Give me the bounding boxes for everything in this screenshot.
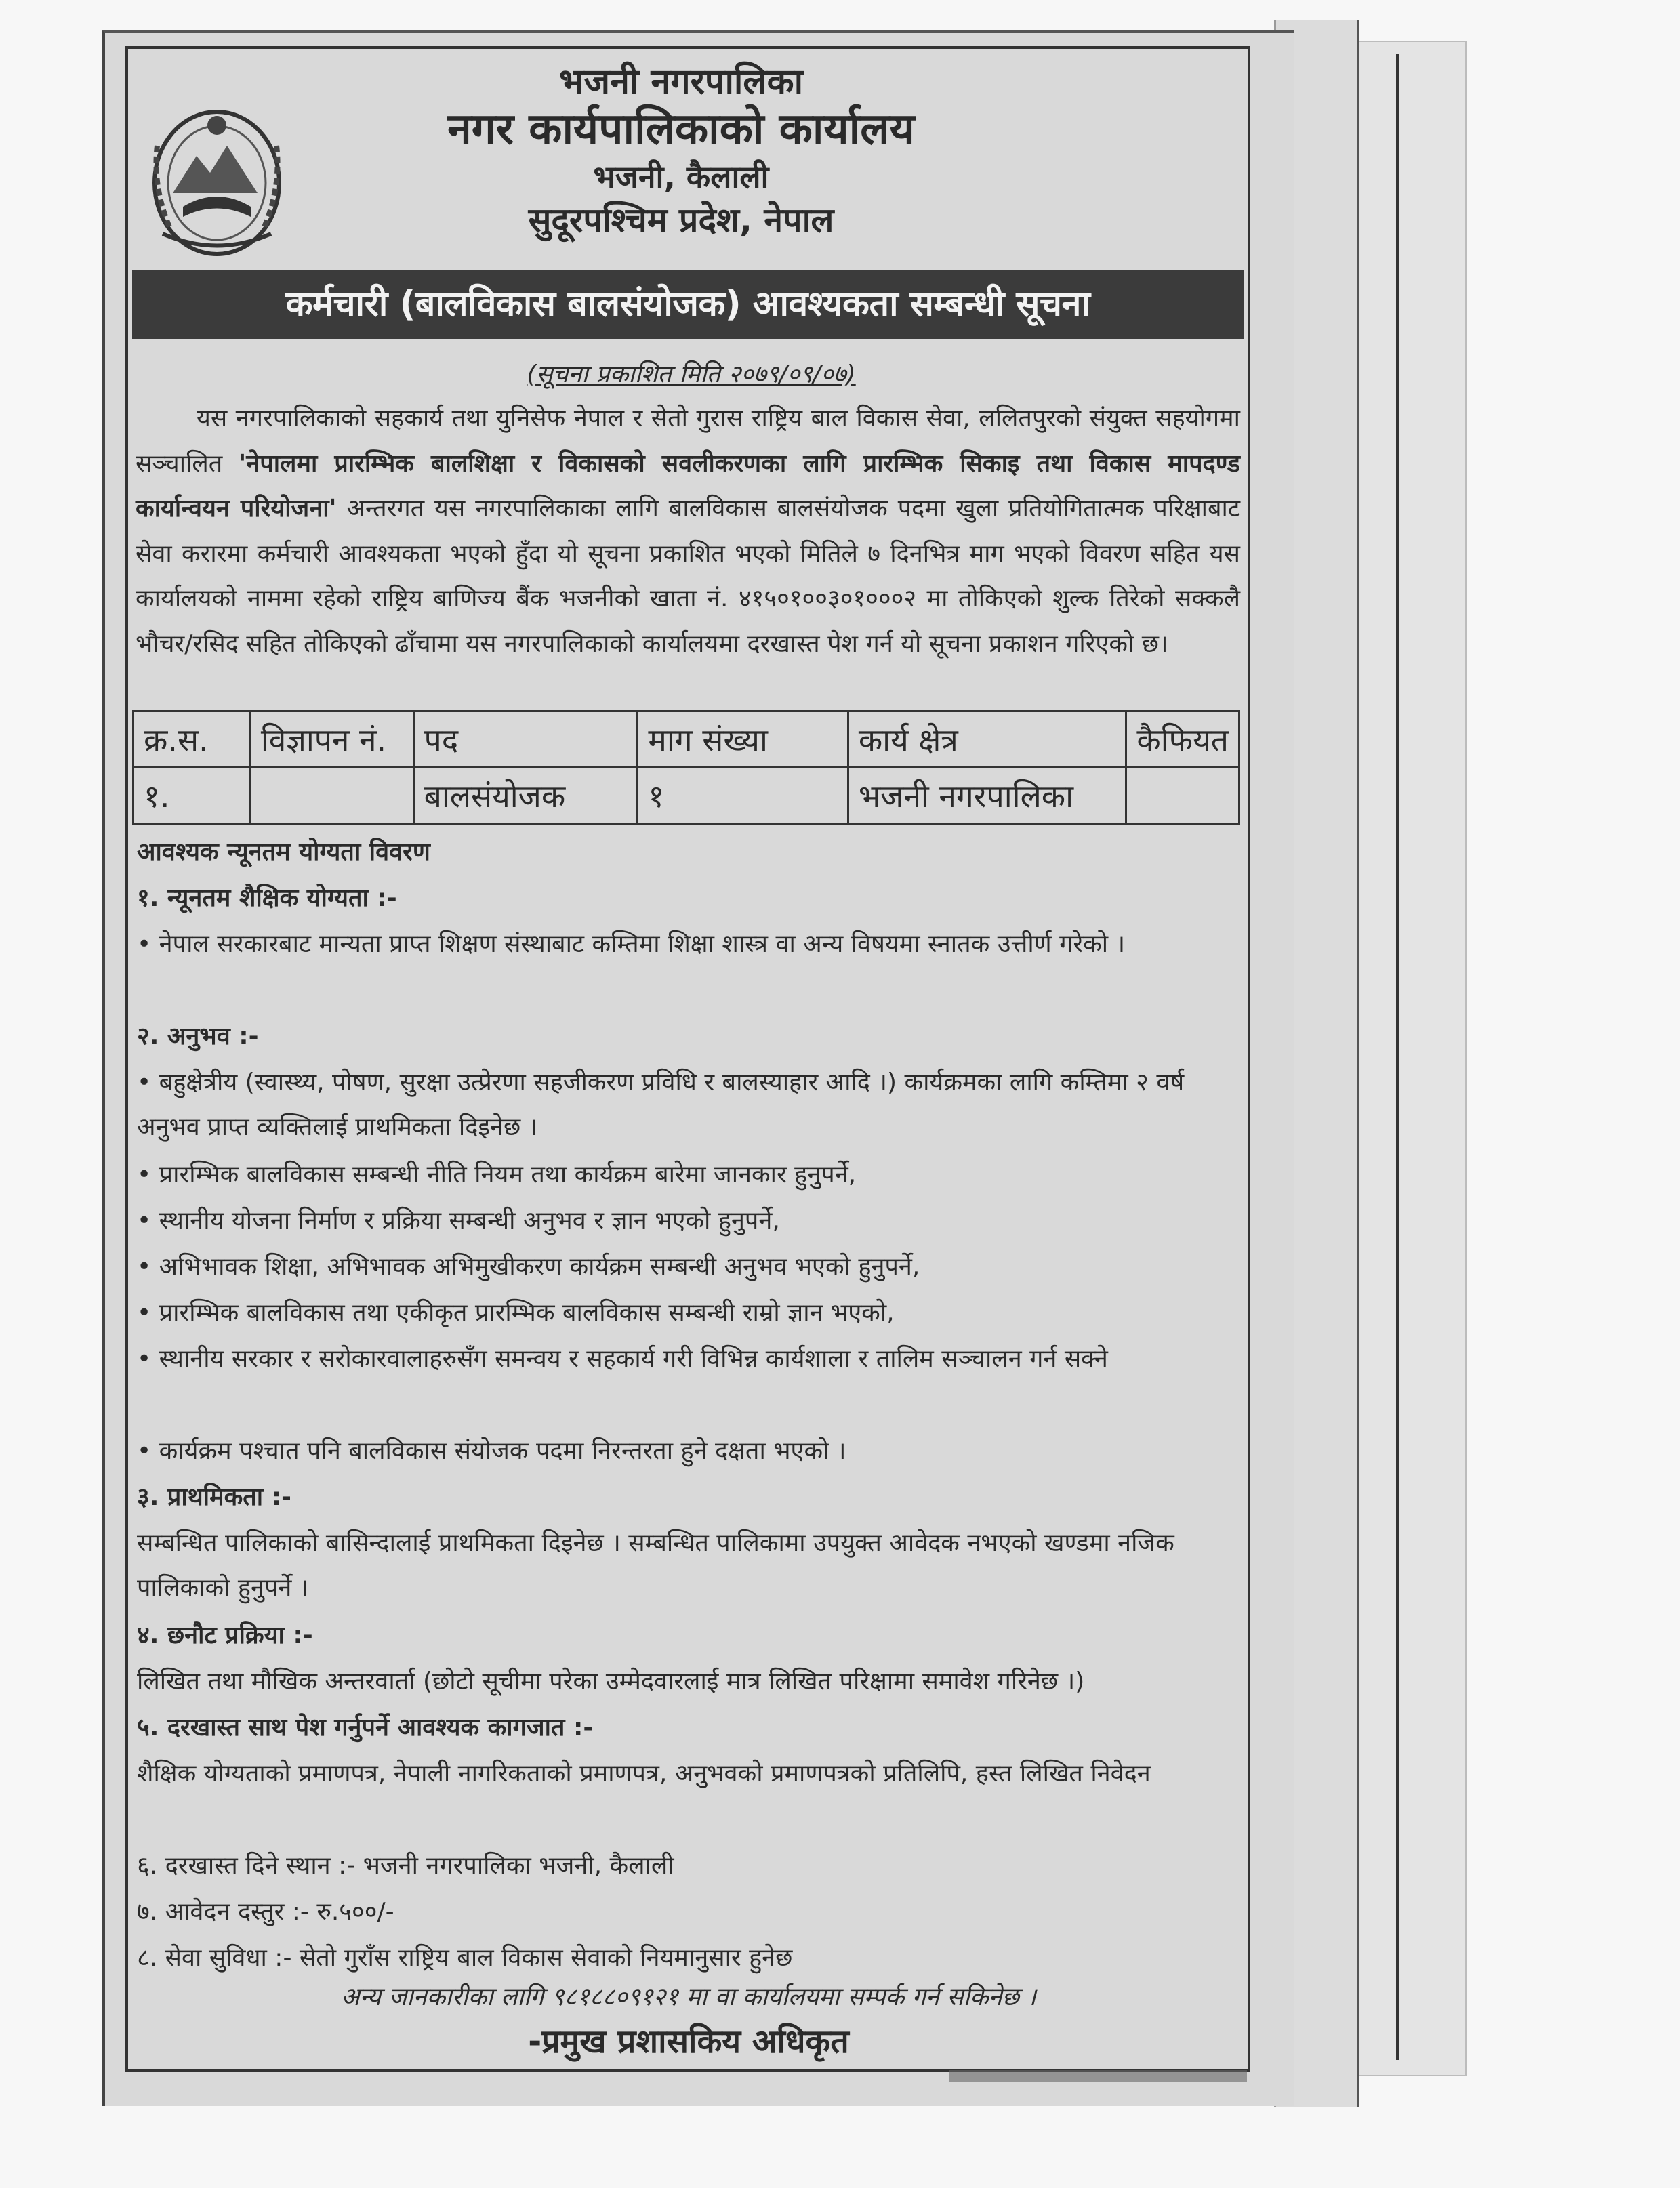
intro-paragraph bbox=[136, 396, 1240, 667]
selection-heading: ४. छनौट प्रक्रिया :- bbox=[137, 1622, 313, 1649]
notice-title: कर्मचारी (बालविकास बालसंयोजक) आवश्यकता सम्बन्धी सूचना bbox=[132, 270, 1244, 339]
documents-heading: ५. दरखास्त साथ पेश गर्नुपर्ने आवश्यक कागजात :- bbox=[137, 1714, 594, 1741]
table-cell bbox=[250, 768, 413, 824]
table-header-cell: कार्य क्षेत्र bbox=[848, 711, 1126, 768]
table-header-cell: क्र.स. bbox=[134, 711, 251, 768]
experience-item: • स्थानीय योजना निर्माण र प्रक्रिया सम्बन्धी अनुभव र ज्ञान भएको हुनुपर्ने, bbox=[137, 1207, 780, 1235]
project-name: 'नेपालमा प्रारम्भिक बालशिक्षा र विकासको सवलीकरणका लागि प्रारम्भिक सिकाइ तथा विकास मापदण्ड कार्यान्वयन परियोजना' bbox=[136, 449, 1240, 522]
table-cell: बालसंयोजक bbox=[413, 768, 638, 824]
province-country: सुदूरपश्चिम प्रदेश, नेपाल bbox=[528, 201, 834, 240]
education-text: • नेपाल सरकारबाट मान्यता प्राप्त शिक्षण संस्थाबाट कम्तिमा शिक्षा शास्त्र वा अन्य विषयमा स्नातक उत्तीर्ण गरेको । bbox=[137, 930, 1126, 958]
table-header-cell: कैफियत bbox=[1126, 711, 1239, 768]
education-heading: १. न्यूनतम शैक्षिक योग्यता :- bbox=[137, 884, 397, 912]
table-cell: भजनी नगरपालिका bbox=[848, 768, 1126, 824]
signer: -प्रमुख प्रशासकिय अधिकृत bbox=[528, 2023, 849, 2061]
office-header bbox=[298, 61, 1064, 243]
torn-bottom-strip bbox=[949, 2070, 1247, 2082]
table-header-row bbox=[134, 711, 1239, 768]
documents-text: शैक्षिक योग्यताको प्रमाणपत्र, नेपाली नागरिकताको प्रमाणपत्र, अनुभवको प्रमाणपत्रको प्रतिलिपि, हस्त लिखित निवेदन bbox=[137, 1760, 1151, 1788]
experience-heading: २. अनुभव :- bbox=[137, 1023, 259, 1050]
municipality-name: भजनी नगरपालिका bbox=[558, 62, 804, 102]
table-header-cell: पद bbox=[413, 711, 638, 768]
published-date: (सूचना प्रकाशित मिति २०७९/०९/०७) bbox=[527, 360, 856, 388]
experience-item: • बहुक्षेत्रीय (स्वास्थ्य, पोषण, सुरक्षा उत्प्रेरणा सहजीकरण प्रविधि र बालस्याहार आदि ।) कार्यक्रमका लागि कम्तिमा २ वर्ष अनुभव प्राप्त व्यक्तिलाई प्राथमिकता दिइनेछ । bbox=[137, 1069, 1185, 1141]
office-name: नगर कार्यपालिकाको कार्यालय bbox=[447, 104, 915, 154]
office-location: भजनी, कैलाली bbox=[593, 159, 769, 195]
table-header-cell: विज्ञापन नं. bbox=[250, 711, 413, 768]
table-cell: १ bbox=[638, 768, 848, 824]
vacancy-table bbox=[132, 710, 1240, 825]
application-place: ६. दरखास्त दिने स्थान :- भजनी नगरपालिका भजनी, कैलाली bbox=[137, 1852, 674, 1880]
table-cell: १. bbox=[134, 768, 251, 824]
selection-text: लिखित तथा मौखिक अन्तरवार्ता (छोटो सूचीमा परेका उम्मेदवारलाई मात्र लिखित परिक्षामा समावेश गरिनेछ ।) bbox=[137, 1668, 1085, 1695]
qualification-heading: आवश्यक न्यूनतम योग्यता विवरण bbox=[137, 838, 430, 866]
experience-item: • कार्यक्रम पश्चात पनि बालविकास संयोजक पदमा निरन्तरता हुने दक्षता भएको । bbox=[137, 1437, 846, 1465]
priority-text: सम्बन्धित पालिकाको बासिन्दालाई प्राथमिकता दिइनेछ । सम्बन्धित पालिकामा उपयुक्त आवेदक नभएको खण्डमा नजिक पालिकाको हुनुपर्ने । bbox=[137, 1529, 1174, 1602]
sheet-edge-line bbox=[1396, 54, 1399, 2060]
table-row bbox=[134, 768, 1239, 824]
application-fee: ७. आवेदन दस्तुर :- रु.५००/- bbox=[137, 1898, 394, 1926]
experience-item: • स्थानीय सरकार र सरोकारवालाहरुसँग समन्वय र सहकार्य गरी विभिन्न कार्यशाला र तालिम सञ्चालन गर्न सक्ने bbox=[137, 1345, 1108, 1373]
nepal-government-emblem-icon bbox=[142, 98, 291, 261]
experience-item: • प्रारम्भिक बालविकास सम्बन्धी नीति नियम तथा कार्यक्रम बारेमा जानकार हुनुपर्ने, bbox=[137, 1161, 857, 1189]
experience-item: • प्रारम्भिक बालविकास तथा एकीकृत प्रारम्भिक बालविकास सम्बन्धी राम्रो ज्ञान भएको, bbox=[137, 1299, 895, 1327]
intro-text-1: यस नगरपालिकाको सहकार्य तथा युनिसेफ नेपाल र सेतो गुरास राष्ट्रिय बाल विकास सेवा, ललितपुरको संयुक्त सहयोगमा सञ्चालित bbox=[136, 405, 1240, 478]
table-header-cell: माग संख्या bbox=[638, 711, 848, 768]
priority-heading: ३. प्राथमिकता :- bbox=[137, 1483, 291, 1511]
contact-info: अन्य जानकारीका लागि ९८१८८०९१२१ मा वा कार्यालयमा सम्पर्क गर्न सकिनेछ । bbox=[341, 1983, 1036, 2011]
service-benefits: ८. सेवा सुविधा :- सेतो गुराँस राष्ट्रिय बाल विकास सेवाको नियमानुसार हुनेछ bbox=[137, 1944, 793, 1972]
intro-text-2: अन्तरगत यस नगरपालिकाका लागि बालविकास बालसंयोजक पदमा खुला प्रतियोगितात्मक परिक्षाबाट सेवा करारमा कर्मचारी आवश्यकता भएको हुँदा यो सूचना प्रकाशित भएको मितिले ७ दिनभित्र माग भएको विवरण सहित यस कार्यालयको नाममा रहेको राष्ट्रिय बाणिज्य बैंक भजनीको खाता नं. ४१५०१००३०१०००२ मा तोकिएको शुल्क तिरेको सक्कलै भौचर/रसिद सहित तोकिएको ढाँचामा यस नगरपालिकाको कार्यालयमा दरखास्त पेश गर्न यो सूचना प्रकाशन गरिएको छ। bbox=[136, 495, 1241, 658]
table-cell bbox=[1126, 768, 1239, 824]
experience-item: • अभिभावक शिक्षा, अभिभावक अभिमुखीकरण कार्यक्रम सम्बन्धी अनुभव भएको हुनुपर्ने, bbox=[137, 1253, 920, 1281]
